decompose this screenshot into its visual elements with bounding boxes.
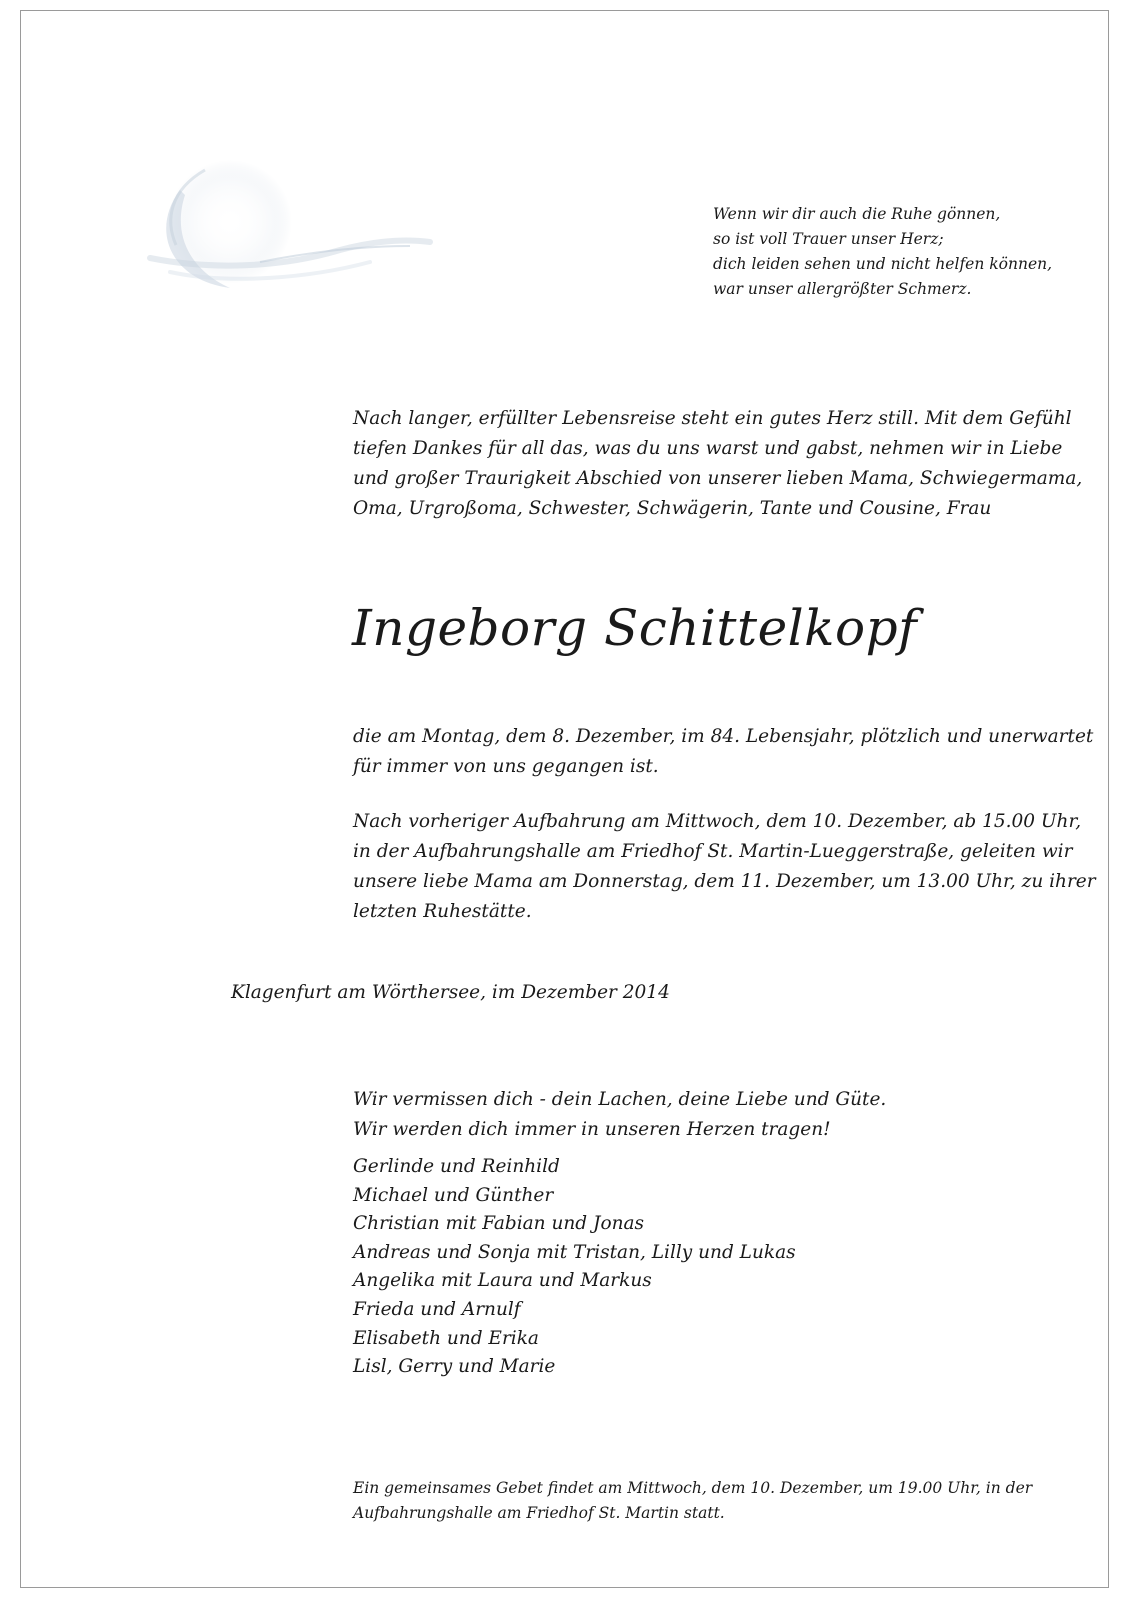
intro-line: Nach langer, erfüllter Lebensreise steht ein gutes Herz still. Mit dem Gefühl: [353, 408, 1072, 429]
death-line: die am Montag, dem 8. Dezember, im 84. Lebensjahr, plötzlich und unerwartet: [353, 726, 1094, 747]
intro-line: Oma, Urgroßoma, Schwester, Schwägerin, Tante und Cousine, Frau: [353, 498, 992, 519]
verse-line: war unser allergrößter Schmerz.: [713, 280, 972, 298]
intro-line: und großer Traurigkeit Abschied von unserer lieben Mama, Schwiegermama,: [353, 468, 1083, 489]
funeral-line: unsere liebe Mama am Donnerstag, dem 11. Dezember, um 13.00 Uhr, zu ihrer: [353, 871, 1096, 892]
intro-line: tiefen Dankes für all das, was du uns warst und gabst, nehmen wir in Liebe: [353, 438, 1063, 459]
mourner-entry: Andreas und Sonja mit Tristan, Lilly und Lukas: [353, 1241, 796, 1263]
mourner-entry: Lisl, Gerry und Marie: [353, 1356, 556, 1378]
death-paragraph: [353, 722, 1093, 782]
funeral-line: in der Aufbahrungshalle am Friedhof St. Martin-Lueggerstraße, geleiten wir: [353, 841, 1073, 862]
funeral-line: letzten Ruhestätte.: [353, 901, 532, 922]
verse-line: dich leiden sehen und nicht helfen können,: [713, 255, 1053, 273]
mourner-entry: Elisabeth und Erika: [353, 1327, 539, 1349]
remembrance-line: Wir werden dich immer in unseren Herzen tragen!: [353, 1119, 831, 1140]
place-and-date: Klagenfurt am Wörthersee, im Dezember 2014: [231, 982, 670, 1003]
mourner-entry: Michael und Günther: [353, 1184, 554, 1206]
verse-line: so ist voll Trauer unser Herz;: [713, 230, 944, 248]
mourner-entry: Christian mit Fabian und Jonas: [353, 1213, 645, 1235]
mourner-entry: Gerlinde und Reinhild: [353, 1156, 560, 1177]
funeral-line: Nach vorheriger Aufbahrung am Mittwoch, dem 10. Dezember, ab 15.00 Uhr,: [353, 811, 1082, 832]
mourner-entry: Frieda und Arnulf: [353, 1298, 521, 1320]
prayer-notice: [353, 1476, 1032, 1526]
remembrance-line: Wir vermissen dich - dein Lachen, deine Liebe und Güte.: [353, 1089, 887, 1110]
funeral-paragraph: [353, 807, 1096, 927]
deceased-name: Ingeborg Schittelkopf: [352, 599, 918, 657]
prayer-line: Ein gemeinsames Gebet findet am Mittwoch, dem 10. Dezember, um 19.00 Uhr, in der: [353, 1479, 1033, 1497]
verse-poem: [713, 202, 1052, 302]
verse-line: Wenn wir dir auch die Ruhe gönnen,: [713, 205, 1001, 223]
death-line: für immer von uns gegangen ist.: [353, 756, 659, 777]
mourner-entry: Angelika mit Laura und Markus: [353, 1270, 652, 1292]
prayer-line: Aufbahrungshalle am Friedhof St. Martin statt.: [353, 1504, 725, 1522]
remembrance-text: [353, 1085, 886, 1145]
mourners-list: [353, 1153, 796, 1382]
intro-paragraph: [353, 404, 1083, 524]
moon-cloud-illustration: [110, 150, 440, 310]
